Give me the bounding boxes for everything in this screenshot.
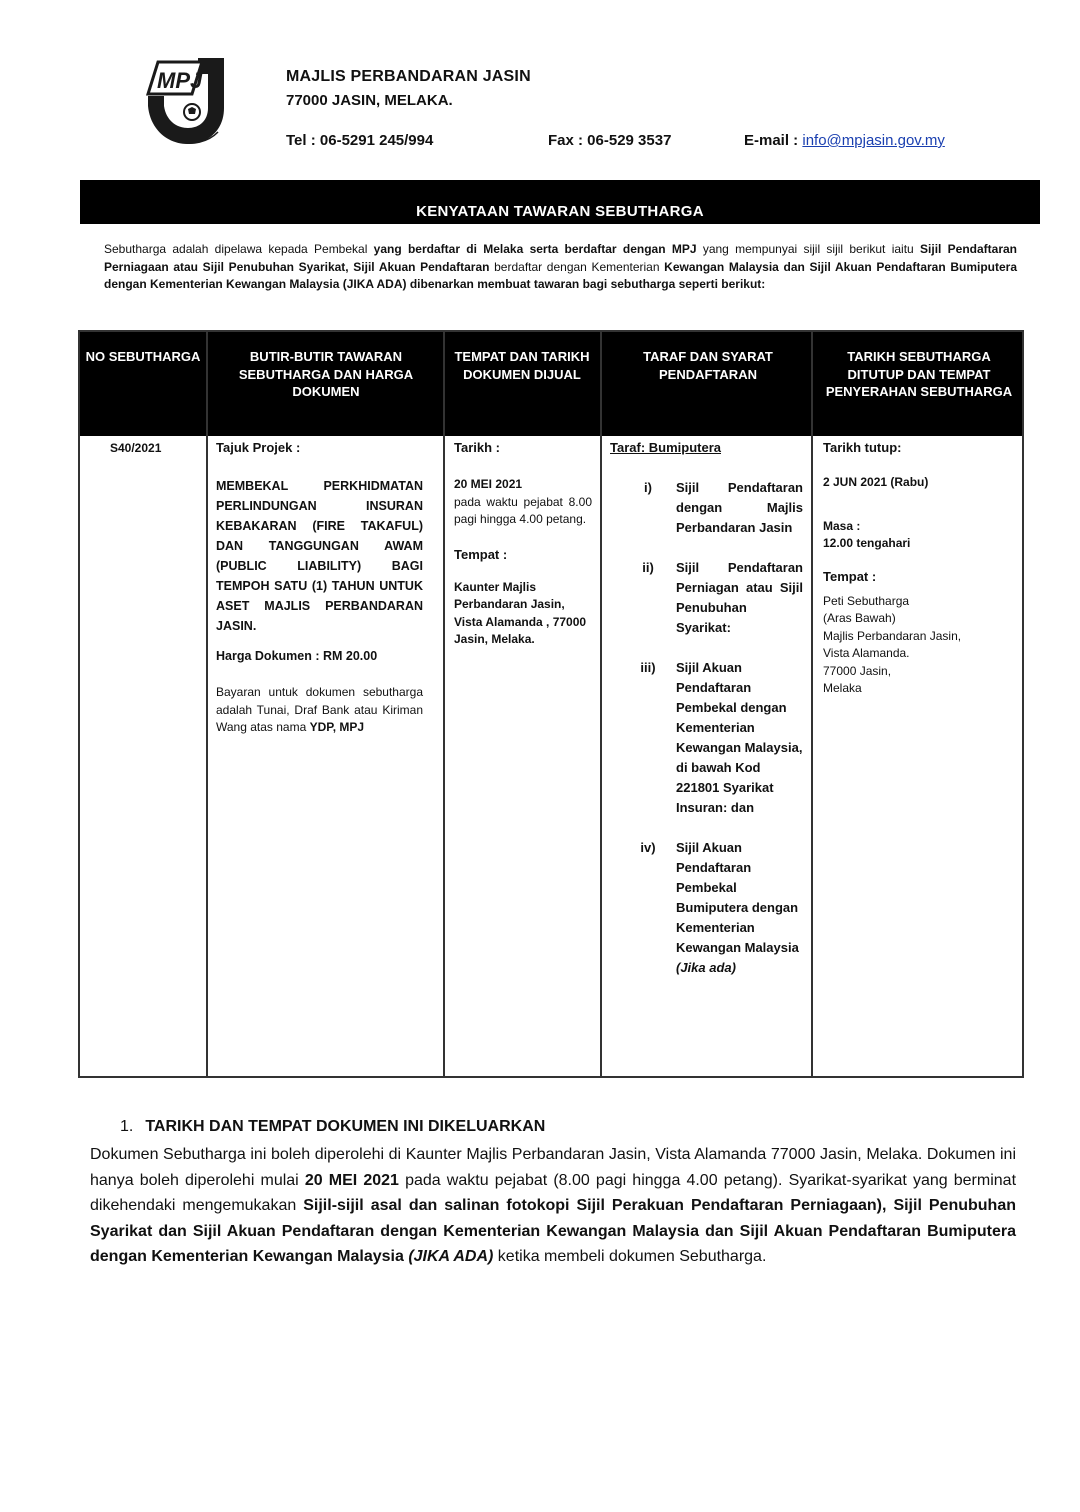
requirement-number: iv) [640,840,656,855]
closing-time: 12.00 tengahari [823,536,911,550]
header-tempat-tarikh: TEMPAT DAN TARIKH DOKUMEN DIJUAL [454,349,590,382]
section-text-2: pada waktu pejabat (8.00 pagi hingga 4.00 petang). Syarikat-syarikat yang berminat dikehendaki mengemukakan [90,1171,1017,1214]
section-1-heading [120,1118,545,1136]
document-price: Harga Dokumen : RM 20.00 [216,649,378,663]
close-label: Tarikh tutup: [823,440,902,455]
intro-text-3: berdaftar dengan Kementerian [489,259,665,274]
email-link[interactable]: info@mpjasin.gov.my [802,132,945,149]
submit-place-label: Tempat : [823,568,877,584]
closing-details [823,438,1018,698]
requirement-item [610,558,803,638]
mpj-logo [140,52,240,147]
project-details [216,438,423,737]
table-header [80,332,1022,436]
section-heading-text: TARIKH DAN TEMPAT DOKUMEN INI DIKELUARKAN [145,1118,546,1135]
requirement-number: iii) [640,660,656,675]
intro-text-1: Sebutharga adalah dipelawa kepada Pembekal [104,242,374,256]
email-label: E-mail : [744,132,799,149]
registration-requirements [610,438,803,998]
submit-place-line: 77000 Jasin, [823,663,892,678]
fax: Fax : 06-529 3537 [548,132,672,149]
svg-text:MPJ: MPJ [157,68,203,93]
header-no-sebutharga: NO SEBUTHARGA [85,349,201,364]
sale-details [454,438,592,649]
requirement-item [610,478,803,538]
org-name: MAJLIS PERBANDARAN JASIN [286,68,531,85]
requirement-item [610,658,803,818]
col-divider [600,332,602,1076]
requirement-number: i) [644,480,652,495]
submit-place-line: Melaka [823,681,862,695]
section-number: 1. [120,1118,134,1135]
title-bar [80,180,1040,224]
quotation-number: S40/2021 [110,441,162,455]
payment-payee: YDP, MPJ [309,720,365,734]
page-title: KENYATAAN TAWARAN SEBUTHARGA [416,203,704,220]
requirement-text: Sijil Akuan Pendaftaran Pembekal Bumiputera dengan Kementerian Kewangan Malaysia [676,840,799,955]
org-address: 77000 JASIN, MELAKA. [286,92,453,109]
requirement-number: ii) [642,560,654,575]
intro-bold-3: Kewangan Malaysia dan Sijil Akuan Pendaftaran Bumiputera dengan Kementerian Kewangan Malaysia (JIKA ADA) dibenarkan membuat tawaran bagi sebutharga seperti berikut: [104,259,1017,291]
time-label: Masa : [823,518,861,533]
header-butir-tawaran: BUTIR-BUTIR TAWARAN SEBUTHARGA DAN HARGA DOKUMEN [238,349,414,399]
sale-place-label: Tempat : [454,546,508,562]
section-bold-1: 20 MEI 2021 [304,1171,399,1189]
section-text-1: Dokumen Sebutharga ini boleh diperolehi di Kaunter Majlis Perbandaran Jasin, Vista Alamanda 77000 Jasin, Melaka. Dokumen ini hanya boleh diperolehi mulai [90,1146,1016,1189]
section-bold-italic: (JIKA ADA) [408,1248,494,1265]
sale-place: Kaunter Majlis Perbandaran Jasin, Vista Alamanda , 77000 Jasin, Melaka. [454,579,587,646]
payment-info [216,684,423,737]
requirement-text: Sijil Pendaftaran Perniagan atau Sijil Penubuhan Syarikat: [676,560,803,635]
submit-place-line: Vista Alamanda. [823,646,910,660]
quotation-table [78,330,1024,1078]
project-label: Tajuk Projek : [216,440,301,455]
payment-text: Bayaran untuk dokumen sebutharga adalah Tunai, Draf Bank atau Kiriman Wang atas nama [216,685,423,734]
section-text-3: ketika membeli dokumen Sebutharga. [493,1248,767,1265]
submit-place-line: (Aras Bawah) [823,611,896,625]
col-divider [206,332,208,1076]
intro-bold-2: Sijil Pendaftaran Perniagaan atau Sijil Penubuhan Syarikat, Sijil Akuan Pendaftaran [104,242,1018,274]
project-title: MEMBEKAL PERKHIDMATAN PERLINDUNGAN INSURAN KEBAKARAN (FIRE TAKAFUL) DAN TANGGUNGAN AWAM (PUBLIC LIABILITY) BAGI TEMPOH SATU (1) TAHUN UNTUK ASET MAJLIS PERBANDARAN JASIN. [216,479,423,633]
intro-text-2: yang mempunyai sijil sijil berikut iaitu [696,242,921,256]
submit-place-line: Peti Sebutharga [823,593,910,608]
header-tarikh-ditutup: TARIKH SEBUTHARGA DITUTUP DAN TEMPAT PENYERAHAN SEBUTHARGA [825,349,1013,399]
sale-date: 20 MEI 2021 [454,477,523,491]
status-label: Taraf: Bumiputera [610,440,721,455]
requirement-italic: (Jika ada) [676,960,736,975]
header-taraf-syarat: TARAF DAN SYARAT PENDAFTARAN [643,349,773,382]
email-block [744,132,945,149]
col-divider [443,332,445,1076]
telephone: Tel : 06-5291 245/994 [286,132,434,149]
close-date: 2 JUN 2021 (Rabu) [823,475,929,489]
sale-hours: pada waktu pejabat 8.00 pagi hingga 4.00 petang. [454,494,592,526]
requirement-item [610,838,803,978]
col-divider [811,332,813,1076]
requirement-text: Sijil Pendaftaran dengan Majlis Perbandaran Jasin [676,480,803,535]
intro-bold-1: yang berdaftar di Melaka serta berdaftar dengan MPJ [373,242,697,256]
requirement-text: Sijil Akuan Pendaftaran Pembekal dengan Kementerian Kewangan Malaysia, di bawah Kod 221801 Syarikat Insuran: dan [676,660,803,815]
submit-place-line: Majlis Perbandaran Jasin, [823,628,962,643]
intro-paragraph [104,241,1017,294]
section-1-body [90,1142,1016,1270]
sale-date-label: Tarikh : [454,440,500,455]
submit-place [823,593,1018,698]
section-bold-2: Sijil-sijil asal dan salinan fotokopi Sijil Perakuan Pendaftaran Perniagaan), Sijil Penubuhan Syarikat dan Sijil Akuan Pendaftaran dengan Kementerian Kewangan Malaysia dan Sijil Akuan Pendaftaran Bumiputera dengan Kementerian Kewangan Malaysia [90,1197,1016,1265]
